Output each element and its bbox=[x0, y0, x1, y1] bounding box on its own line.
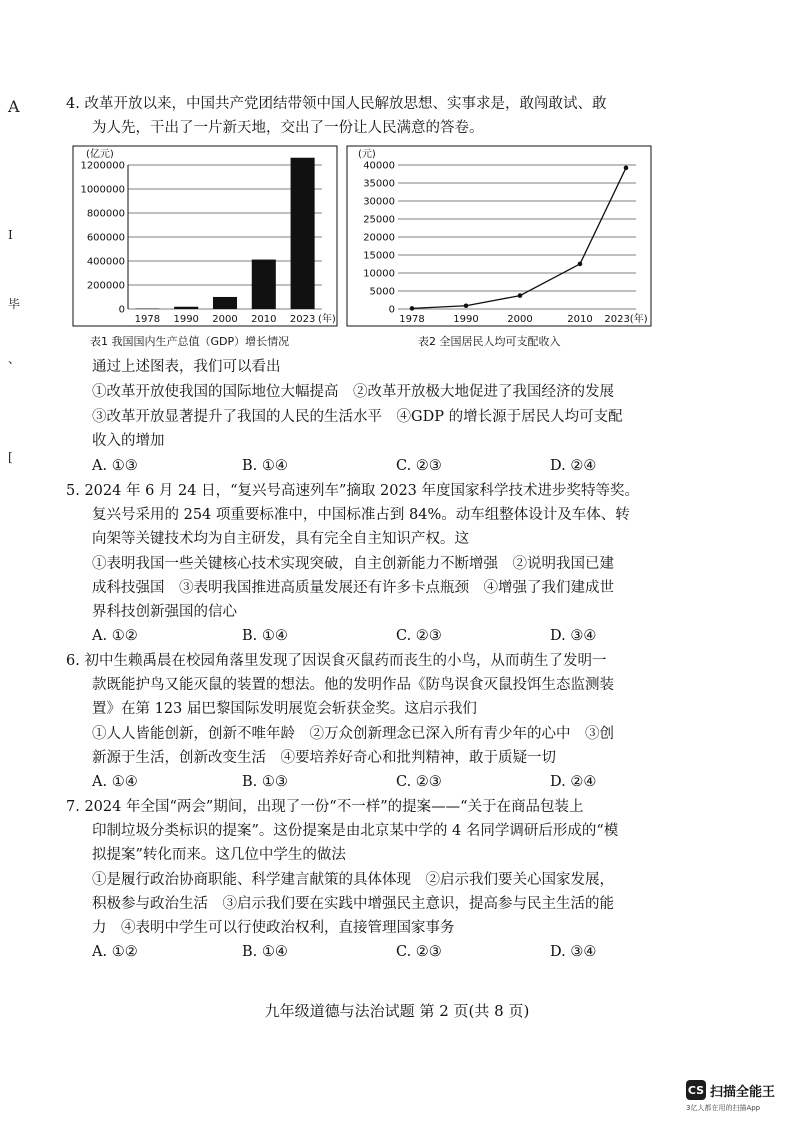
bar bbox=[174, 307, 198, 309]
q7-line: 印制垃圾分类标识的提案”。这份提案是由北京某中学的 4 名同学调研后形成的“模 bbox=[92, 823, 619, 839]
y-tick-label: 200000 bbox=[86, 280, 125, 292]
y-axis-unit: (亿元) bbox=[86, 149, 114, 160]
q4-statement: ③改革开放显著提升了我国的人民的生活水平 ④GDP 的增长源于居民人均可支配 bbox=[92, 409, 623, 425]
q4-statement: ①改革开放使我国的国际地位大幅提高 ②改革开放极大地促进了我国经济的发展 bbox=[92, 384, 614, 400]
scanner-name: 扫描全能王 bbox=[710, 1084, 776, 1100]
x-axis-unit: (年) bbox=[318, 314, 336, 325]
x-tick-label: 2010 bbox=[567, 314, 593, 325]
q5-line: 5. 2024 年 6 月 24 日，“复兴号高速列车”摘取 2023 年度国家科学技术进步奖特等奖。 bbox=[66, 483, 640, 499]
y-tick-label: 400000 bbox=[86, 256, 125, 268]
y-tick-label: 30000 bbox=[363, 196, 395, 208]
y-tick-label: 0 bbox=[118, 304, 125, 316]
q7-line: 积极参与政治生活 ③启示我们要在实践中增强民主意识，提高参与民主生活的能 bbox=[92, 896, 614, 912]
scanner-logo bbox=[686, 1080, 775, 1100]
margin-mark: [ bbox=[8, 450, 13, 464]
y-tick-label: 1000000 bbox=[80, 184, 125, 196]
y-tick-label: 0 bbox=[388, 304, 395, 316]
q7-option-d[interactable]: D. ③④ bbox=[550, 944, 597, 960]
scanner-tagline: 3亿人都在用的扫描App bbox=[686, 1104, 761, 1112]
x-tick-label: 2010 bbox=[251, 314, 277, 325]
q6-option-d[interactable]: D. ②④ bbox=[550, 774, 597, 790]
q7-option-c[interactable]: C. ②③ bbox=[396, 944, 442, 960]
q7-line: 拟提案”转化而来。这几位中学生的做法 bbox=[92, 847, 346, 863]
y-axis-unit: (元) bbox=[358, 149, 376, 160]
q5-line: 成科技强国 ③表明我国推进高质量发展还有许多卡点瓶颈 ④增强了我们建成世 bbox=[92, 580, 614, 596]
margin-mark: I bbox=[8, 228, 13, 242]
q4-statement: 收入的增加 bbox=[92, 433, 165, 449]
q4-prompt: 通过上述图表，我们可以看出 bbox=[92, 359, 281, 375]
margin-mark: A bbox=[8, 97, 20, 116]
gdp-chart-caption: 表1 我国国内生产总值（GDP）增长情况 bbox=[90, 335, 290, 348]
x-tick-label: 2023(年) bbox=[604, 314, 648, 325]
q5-line: ①表明我国一些关键核心技术实现突破，自主创新能力不断增强 ②说明我国已建 bbox=[92, 556, 614, 572]
series-line bbox=[412, 168, 626, 309]
data-point bbox=[578, 262, 583, 267]
q7-line: ①是履行政治协商职能、科学建言献策的具体体现 ②启示我们要关心国家发展， bbox=[92, 872, 614, 888]
x-tick-label: 1990 bbox=[173, 314, 199, 325]
income-chart-caption: 表2 全国居民人均可支配收入 bbox=[418, 335, 561, 348]
q4-option-a[interactable]: A. ①③ bbox=[92, 458, 138, 474]
q4-line: 为人先，干出了一片新天地，交出了一份让人民满意的答卷。 bbox=[92, 120, 484, 136]
x-tick-label: 1978 bbox=[134, 314, 161, 325]
bar bbox=[291, 158, 315, 309]
q7-line: 力 ④表明中学生可以行使政治权利，直接管理国家事务 bbox=[92, 920, 455, 936]
y-tick-label: 15000 bbox=[363, 250, 395, 262]
q5-line: 向架等关键技术均为自主研发，具有完全自主知识产权。这 bbox=[92, 531, 469, 547]
q7-option-b[interactable]: B. ①④ bbox=[242, 944, 288, 960]
y-tick-label: 40000 bbox=[363, 160, 395, 172]
margin-mark: 、 bbox=[8, 352, 21, 366]
page-footer: 九年级道德与法治试题 第 2 页(共 8 页) bbox=[264, 1002, 530, 1020]
q4-option-c[interactable]: C. ②③ bbox=[396, 458, 442, 474]
y-tick-label: 10000 bbox=[363, 268, 395, 280]
q4-option-b[interactable]: B. ①④ bbox=[242, 458, 288, 474]
q5-option-b[interactable]: B. ①④ bbox=[242, 628, 288, 644]
x-tick-label: 2000 bbox=[507, 314, 533, 325]
q6-line: 置》在第 123 届巴黎国际发明展览会斩获金奖。这启示我们 bbox=[92, 701, 477, 717]
q5-option-a[interactable]: A. ①② bbox=[92, 628, 138, 644]
q5-option-d[interactable]: D. ③④ bbox=[550, 628, 597, 644]
q7-line: 7. 2024 年全国“两会”期间，出现了一份“不一样”的提案——“关于在商品包装上 bbox=[66, 799, 584, 815]
q6-option-a[interactable]: A. ①④ bbox=[92, 774, 138, 790]
data-point bbox=[518, 293, 523, 298]
y-tick-label: 20000 bbox=[363, 232, 395, 244]
y-tick-label: 800000 bbox=[86, 208, 125, 220]
q6-line: ①人人皆能创新，创新不唯年龄 ②万众创新理念已深入所有青少年的心中 ③创 bbox=[92, 726, 614, 742]
x-tick-label: 2023 bbox=[289, 314, 316, 325]
q7-option-a[interactable]: A. ①② bbox=[92, 944, 138, 960]
x-tick-label: 1990 bbox=[453, 314, 479, 325]
scanner-badge-icon: CS bbox=[686, 1080, 706, 1100]
y-tick-label: 25000 bbox=[363, 214, 395, 226]
x-tick-label: 2000 bbox=[212, 314, 238, 325]
q6-line: 新源于生活，创新改变生活 ④要培养好奇心和批判精神，敢于质疑一切 bbox=[92, 750, 556, 766]
gdp-bar-chart bbox=[72, 145, 338, 331]
income-line-chart bbox=[346, 145, 652, 331]
y-tick-label: 35000 bbox=[363, 178, 395, 190]
q5-line: 复兴号采用的 254 项重要标准中，中国标准占到 84%。动车组整体设计及车体、转 bbox=[92, 507, 630, 523]
data-point bbox=[464, 303, 469, 308]
margin-mark: 毕 bbox=[8, 297, 21, 311]
y-tick-label: 600000 bbox=[86, 232, 125, 244]
x-tick-label: 1978 bbox=[399, 314, 425, 325]
q4-option-d[interactable]: D. ②④ bbox=[550, 458, 597, 474]
q6-option-c[interactable]: C. ②③ bbox=[396, 774, 442, 790]
y-tick-label: 1200000 bbox=[80, 160, 125, 172]
q6-line: 款既能护鸟又能灭鼠的装置的想法。他的发明作品《防鸟误食灭鼠投饵生态监测装 bbox=[92, 677, 614, 693]
q6-option-b[interactable]: B. ①③ bbox=[242, 774, 288, 790]
q6-line: 6. 初中生赖禹晨在校园角落里发现了因误食灭鼠药而丧生的小鸟，从而萌生了发明一 bbox=[66, 653, 607, 669]
data-point bbox=[410, 306, 415, 311]
q5-line: 界科技创新强国的信心 bbox=[92, 604, 237, 620]
bar bbox=[213, 297, 237, 309]
q5-option-c[interactable]: C. ②③ bbox=[396, 628, 442, 644]
bar bbox=[252, 260, 276, 309]
q4-line: 4. 改革开放以来，中国共产党团结带领中国人民解放思想、实事求是，敢闯敢试、敢 bbox=[66, 96, 607, 112]
data-point bbox=[624, 166, 629, 171]
y-tick-label: 5000 bbox=[369, 286, 395, 298]
